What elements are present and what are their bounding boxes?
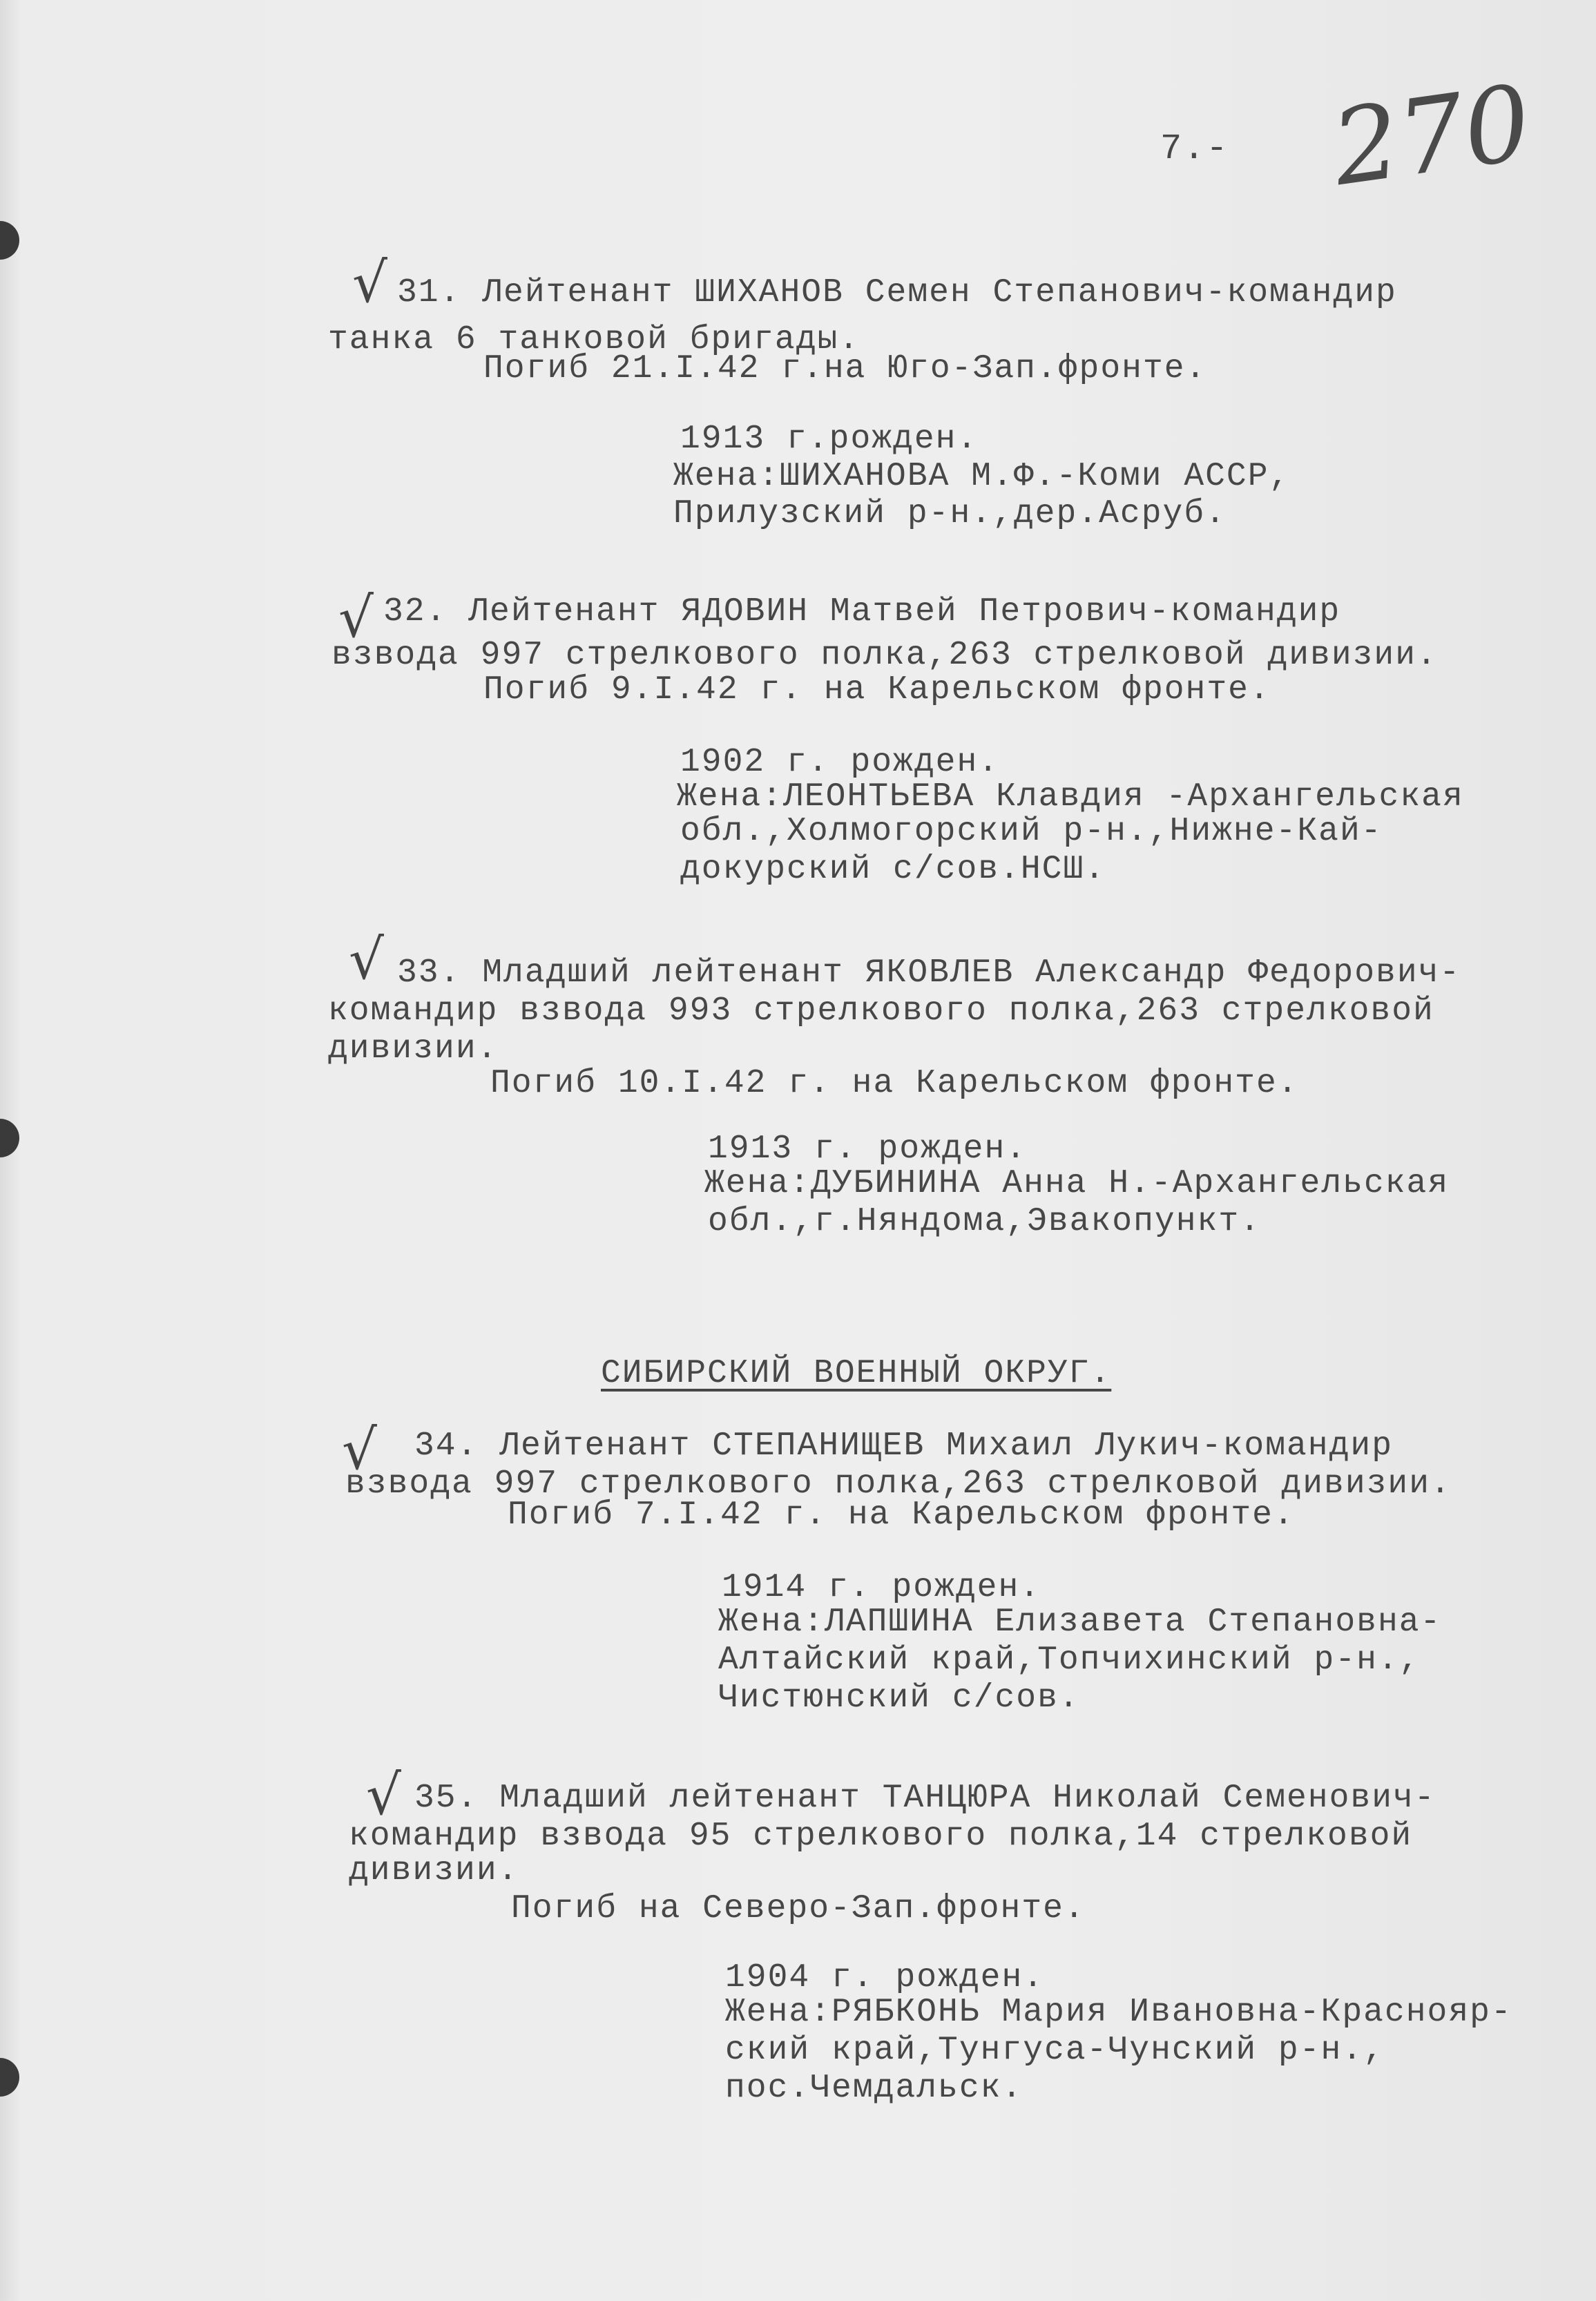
check-mark-34: √ bbox=[342, 1418, 377, 1482]
check-mark-33: √ bbox=[349, 927, 384, 992]
entry-32-detail-1: 1902 г. рожден. bbox=[680, 744, 1000, 781]
entry-32-detail-3: обл.,Холмогорский р-н.,Нижне-Кай- bbox=[680, 813, 1383, 850]
entry-34-detail-2: Жена:ЛАПШИНА Елизавета Степановна- bbox=[718, 1604, 1442, 1641]
entry-32-line-2: взвода 997 стрелкового полка,263 стрелковой дивизии. bbox=[331, 637, 1438, 674]
entry-31-line-1: 31. Лейтенант ШИХАНОВ Семен Степанович-командир bbox=[397, 274, 1397, 311]
entry-33-line-3: дивизии. bbox=[328, 1030, 499, 1068]
entry-35-detail-2: Жена:РЯБКОНЬ Мария Ивановна-Краснояр- bbox=[725, 1994, 1512, 2031]
entry-34-detail-1: 1914 г. рожден. bbox=[722, 1569, 1041, 1606]
entry-34-line-2: взвода 997 стрелкового полка,263 стрелковой дивизии. bbox=[345, 1465, 1452, 1503]
entry-33-line-1: 33. Младший лейтенант ЯКОВЛЕВ Александр Федорович- bbox=[397, 954, 1461, 992]
entry-32-line-3: Погиб 9.I.42 г. на Карельском фронте. bbox=[483, 671, 1271, 709]
section-heading: СИБИРСКИЙ ВОЕННЫЙ ОКРУГ. bbox=[601, 1355, 1112, 1392]
entry-33-detail-2: Жена:ДУБИНИНА Анна Н.-Архангельская bbox=[704, 1165, 1450, 1202]
check-mark-31: √ bbox=[352, 251, 387, 315]
entry-31-line-2: танка 6 танковой бригады. bbox=[328, 321, 861, 358]
check-mark-32: √ bbox=[338, 586, 374, 650]
entry-31-detail-3: Прилузский р-н.,дер.Асруб. bbox=[673, 495, 1227, 532]
entry-34-line-1: 34. Лейтенант СТЕПАНИЩЕВ Михаил Лукич-командир bbox=[414, 1427, 1394, 1465]
binding-hole bbox=[0, 1119, 19, 1157]
entry-32-detail-4: докурский с/сов.НСШ. bbox=[680, 851, 1106, 888]
entry-31-detail-2: Жена:ШИХАНОВА М.Ф.-Коми АССР, bbox=[673, 458, 1291, 495]
entry-32-line-1: 32. Лейтенант ЯДОВИН Матвей Петрович-командир bbox=[383, 593, 1341, 630]
entry-35-line-4: Погиб на Северо-Зап.фронте. bbox=[511, 1890, 1086, 1927]
entry-34-detail-4: Чистюнский с/сов. bbox=[718, 1679, 1080, 1717]
entry-31-line-3: Погиб 21.I.42 г.на Юго-Зап.фронте. bbox=[483, 350, 1207, 387]
binding-hole bbox=[0, 2058, 19, 2097]
handwritten-folio-number: 270 bbox=[1325, 62, 1539, 210]
entry-35-detail-1: 1904 г. рожден. bbox=[725, 1959, 1045, 1996]
entry-35-detail-3: ский край,Тунгуса-Чунский р-н., bbox=[725, 2032, 1385, 2069]
entry-32-detail-2: Жена:ЛЕОНТЬЕВА Клавдия -Архангельская bbox=[677, 778, 1464, 816]
entry-35-line-3: дивизии. bbox=[349, 1852, 519, 1889]
binding-hole bbox=[0, 221, 19, 260]
entry-35-line-1: 35. Младший лейтенант ТАНЦЮРА Николай Семенович- bbox=[414, 1780, 1436, 1817]
check-mark-35: √ bbox=[366, 1763, 401, 1827]
entry-33-detail-3: обл.,г.Няндома,Эвакопункт. bbox=[708, 1203, 1261, 1240]
entry-33-line-4: Погиб 10.I.42 г. на Карельском фронте. bbox=[490, 1065, 1299, 1102]
entry-33-detail-1: 1913 г. рожден. bbox=[708, 1130, 1028, 1168]
entry-35-detail-4: пос.Чемдальск. bbox=[725, 2070, 1023, 2107]
entry-34-detail-3: Алтайский край,Топчихинский р-н., bbox=[718, 1641, 1421, 1679]
entry-35-line-2: командир взвода 95 стрелкового полка,14 стрелковой bbox=[349, 1818, 1413, 1855]
page-number: 7.- bbox=[1160, 128, 1229, 169]
entry-33-line-2: командир взвода 993 стрелкового полка,263 стрелковой bbox=[328, 992, 1434, 1030]
entry-31-detail-1: 1913 г.рожден. bbox=[680, 421, 979, 458]
entry-34-line-3: Погиб 7.I.42 г. на Карельском фронте. bbox=[508, 1496, 1295, 1534]
